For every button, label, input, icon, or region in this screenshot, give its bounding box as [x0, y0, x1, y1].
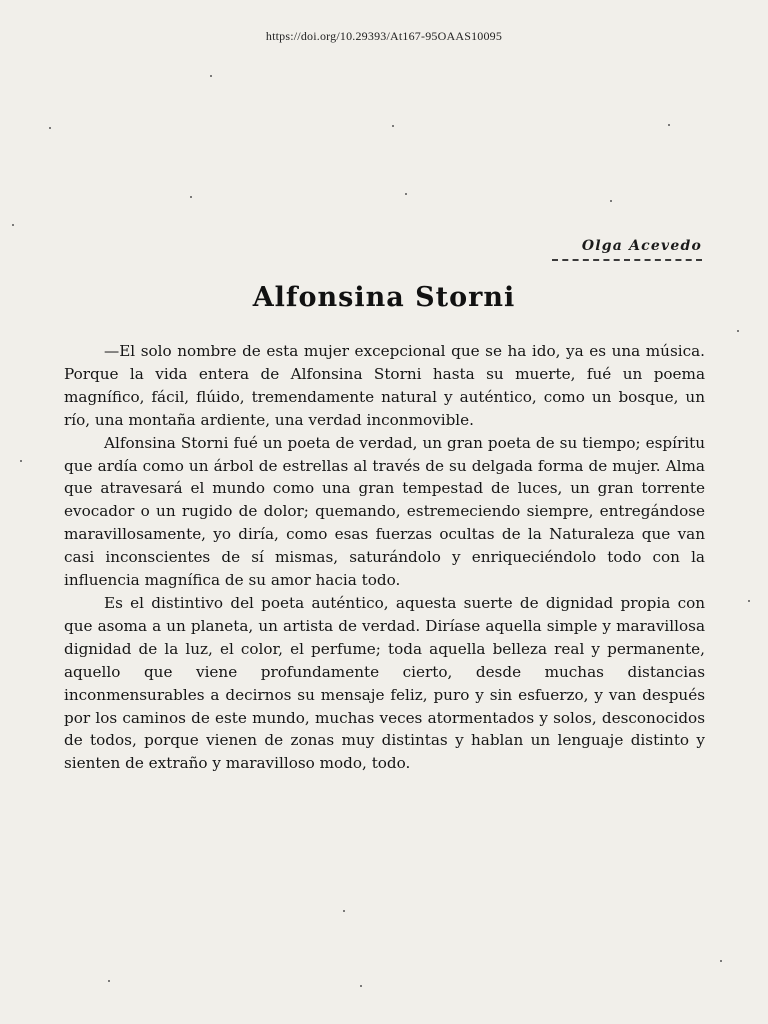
- scan-speck: [737, 330, 739, 332]
- paragraph-3: Es el distintivo del poeta auténtico, aquesta suerte de dignidad propia con que asoma a un planeta, un artista de verdad. Diríase aquella simple y maravillosa dignidad de la luz, el color, el perfume; toda aquella belleza real y permanente, aquello que viene profundamente cierto, desde muchas distancias inconmensurables a decirnos su mensaje feliz, puro y sin esfuerzo, y van después por los caminos de este mundo, muchas veces atormentados y solos, desconocidos de todos, porque vienen de zonas muy distintas y hablan un lenguaje distinto y sienten de extraño y maravilloso modo, todo.: [64, 593, 705, 773]
- author-name: Olga Acevedo: [581, 238, 702, 254]
- author-underline: [552, 259, 702, 261]
- scan-speck: [343, 910, 345, 912]
- paragraph-2: Alfonsina Storni fué un poeta de verdad, un gran poeta de su tiempo; espíritu que ardía como un árbol de estrellas al través de su delgada forma de mujer. Alma que atravesará el mundo como una gran tempestad de luces, un gran torrente evocador o un rugido de dolor; quemando, estremeciendo siempre, entregándose maravillosamente, yo diría, como esas fuerzas ocultas de la Naturaleza que van casi inconscientes de sí mismas, saturándolo y enriqueciéndolo todo con la influencia magnífica de su amor hacia todo.: [64, 433, 705, 590]
- scan-speck: [190, 196, 192, 198]
- scan-speck: [210, 75, 212, 77]
- doi-link[interactable]: https://doi.org/10.29393/At167-95OAAS10095: [265, 29, 503, 43]
- paragraph-1: —El solo nombre de esta mujer excepcional que se ha ido, ya es una música. Porque la vida entera de Alfonsina Storni hasta su muerte, fué un poema magnífico, fácil, flúido, tremendamente natural y auténtico, como un bosque, un río, una montaña ardiente, una verdad inconmovible.: [64, 342, 705, 429]
- scan-speck: [405, 193, 407, 195]
- scan-speck: [20, 460, 22, 462]
- scan-speck: [748, 600, 750, 602]
- scan-speck: [12, 224, 14, 226]
- scan-speck: [720, 960, 722, 962]
- scan-speck: [360, 985, 362, 987]
- scan-speck: [668, 124, 670, 126]
- scan-speck: [392, 125, 394, 127]
- scan-speck: [610, 200, 612, 202]
- scan-speck: [108, 980, 110, 982]
- scan-speck: [49, 127, 51, 129]
- article-body: [64, 340, 705, 775]
- article-title: Alfonsina Storni: [252, 282, 516, 313]
